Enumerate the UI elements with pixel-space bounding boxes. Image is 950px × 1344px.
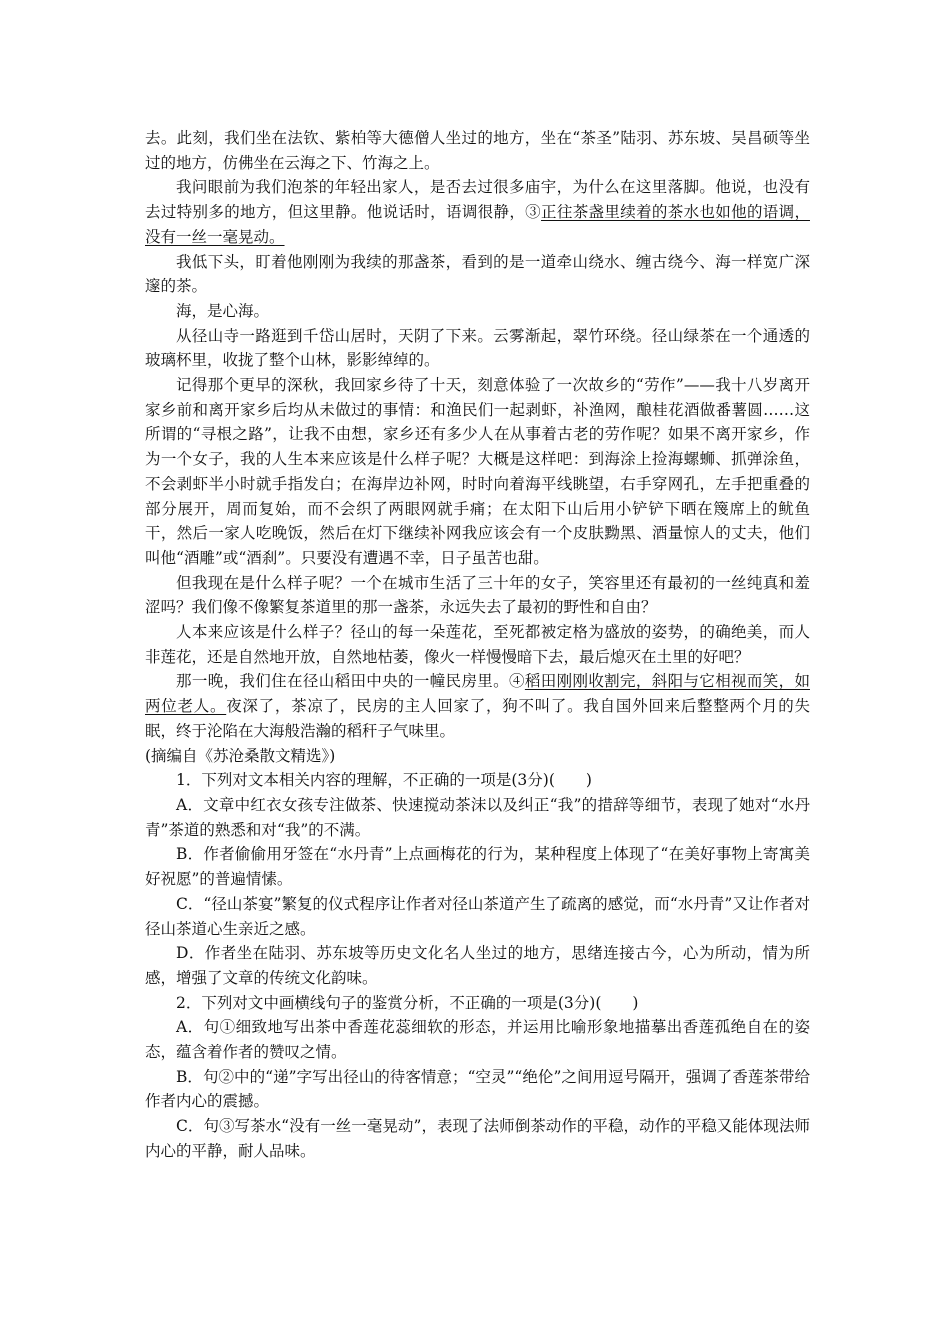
paragraph-young-monk xyxy=(145,175,810,249)
paragraph-tea-cup: 我低下头，盯着他刚刚为我续的那盏茶，看到的是一道牵山绕水、缠古绕今、海一样宽广深邃的茶。 xyxy=(145,252,810,296)
paragraph-lotus: 人本来应该是什么样子？径山的每一朵莲花，至死都被定格为盛放的姿势，的确绝美，而人非莲花，还是自然地开放，自然地枯萎，像火一样慢慢暗下去，最后熄灭在土里的好吧？ xyxy=(145,623,810,666)
source-note: (摘编自《苏沧桑散文精选》) xyxy=(145,746,336,765)
question-2-option-a: A．句①细致地写出茶中香莲花蕊细软的形态，并运用比喻形象地描摹出香莲孤绝自在的姿态，蕴含着作者的赞叹之情。 xyxy=(145,1018,810,1062)
question-1: 1．下列对文本相关内容的理解，不正确的一项是(3分)( ) xyxy=(176,771,592,790)
underlined-sentence-4: 稻田刚刚收割完，斜阳与它相视而笑，如两位老人。 xyxy=(145,672,810,716)
document-page xyxy=(145,126,810,1164)
question-2-option-c: C．句③写茶水“没有一丝一毫晃动”，表现了法师倒茶动作的平稳，动作的平稳又能体现法师内心的平静，耐人品味。 xyxy=(145,1117,810,1160)
underlined-sentence-3: 正往茶盏里续着的茶水也如他的语调，没有一丝一毫晃动。 xyxy=(145,203,810,246)
question-1-option-b: B．作者偷偷用牙签在“水丹青”上点画梅花的行为，某种程度上体现了“在美好事物上寄寓美好祝愿”的普遍情愫。 xyxy=(145,845,810,889)
paragraph-text: 夜深了，茶凉了，民房的主人回家了，狗不叫了。我自国外回来后整整两个月的失眠，终于沦陷在大海般浩瀚的稻秆子气味里。 xyxy=(145,697,810,740)
question-1-option-d: D．作者坐在陆羽、苏东坡等历史文化名人坐过的地方，思绪连接古今，心为所动，情为所感，增强了文章的传统文化韵味。 xyxy=(145,944,810,987)
paragraph-qiandai: 从径山寺一路逛到千岱山居时，天阴了下来。云雾渐起，翠竹环绕。径山绿茶在一个通透的玻璃杯里，收拢了整个山林，影影绰绰的。 xyxy=(145,326,810,370)
paragraph-text: 那一晚，我们住在径山稻田中央的一幢民房里。④ xyxy=(176,672,525,691)
question-2-option-b: B．句②中的“递”字写出径山的待客情意；“空灵”“绝伦”之间用逗号隔开，强调了香莲茶带给作者内心的震撼。 xyxy=(145,1067,810,1111)
paragraph-heart-sea: 海，是心海。 xyxy=(176,301,270,320)
paragraph-night xyxy=(145,669,810,743)
paragraph-continuation: 去。此刻，我们坐在法钦、紫柏等大德僧人坐过的地方，坐在“茶圣”陆羽、苏东坡、吴昌硕等坐过的地方，仿佛坐在云海之下、竹海之上。 xyxy=(145,129,810,172)
paragraph-text: 我问眼前为我们泡茶的年轻出家人，是否去过很多庙宇，为什么在这里落脚。他说，也没有去过特别多的地方，但这里静。他说话时，语调很静，③ xyxy=(145,178,810,222)
paragraph-hometown: 记得那个更早的深秋，我回家乡待了十天，刻意体验了一次故乡的“劳作”——我十八岁离开家乡前和离开家乡后均从未做过的事情：和渔民们一起剥虾，补渔网，酿桂花酒做番薯圆……这所谓的“寻根之路”，让我不由想，家乡还有多少人在从事着古老的劳作呢？如果不离开家乡，作为一个女子，我的人生本来应该是什么样子呢？大概是这样吧：到海涂上捡海螺蛳、抓弹涂鱼，不会剥虾半小时就手指发白；在海岸边补网，时时向着海平线眺望，右手穿网孔，左手把重叠的部分展开，周而复始，而不会织了两眼网就手痛；在太阳下山后用小铲铲下晒在篾席上的鱿鱼干，然后一家人吃晚饭，然后在灯下继续补网我应该会有一个皮肤黝黑、酒量惊人的丈夫，他们叫他“酒雕”或“酒刹”。只要没有遭遇不幸，日子虽苦也甜。 xyxy=(145,376,810,567)
question-2: 2．下列对文中画横线句子的鉴赏分析，不正确的一项是(3分)( ) xyxy=(176,993,639,1012)
question-1-option-c: C．“径山茶宴”繁复的仪式程序让作者对径山茶道产生了疏离的感觉，而“水丹青”又让作者对径山茶道心生亲近之感。 xyxy=(145,894,810,938)
paragraph-city-woman: 但我现在是什么样子呢？一个在城市生活了三十年的女子，笑容里还有最初的一丝纯真和羞涩吗？我们像不像繁复茶道里的那一盏茶，永远失去了最初的野性和自由？ xyxy=(145,573,810,617)
question-1-option-a: A．文章中红衣女孩专注做茶、快速搅动茶沫以及纠正“我”的措辞等细节，表现了她对“水丹青”茶道的熟悉和对“我”的不满。 xyxy=(145,795,810,839)
